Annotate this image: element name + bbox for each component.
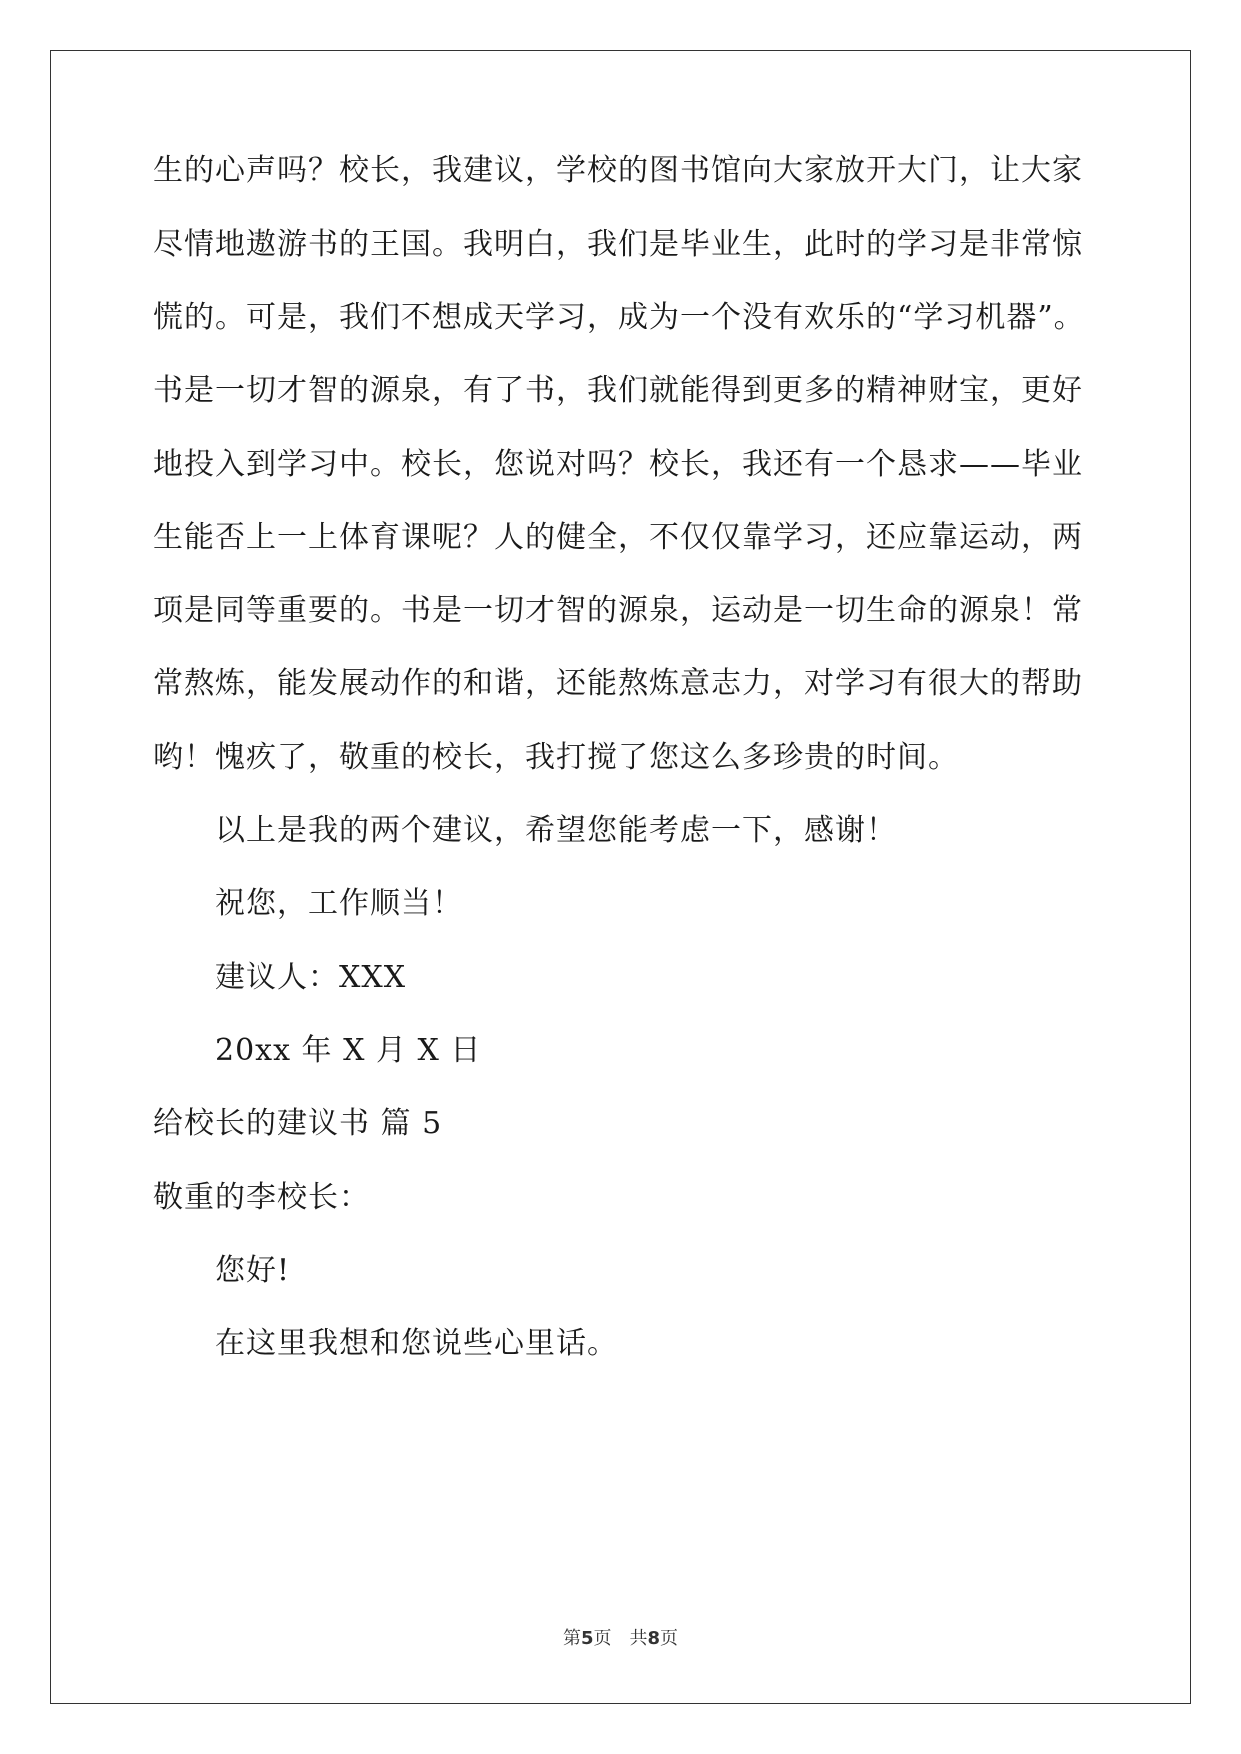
greeting: 您好!: [215, 1253, 291, 1288]
body-line: 慌的。可是，我们不想成天学习，成为一个没有欢乐的“学习机器”。: [153, 300, 1085, 335]
body-line: 生的心声吗？校长，我建议，学校的图书馆向大家放开大门，让大家: [153, 153, 1083, 188]
signer: 建议人：XXX: [215, 960, 407, 995]
section-title: 给校长的建议书 篇 5: [153, 1106, 443, 1141]
closing-summary: 以上是我的两个建议，希望您能考虑一下，感谢！: [215, 813, 897, 848]
body-line: 生能否上一上体育课呢？人的健全，不仅仅靠学习，还应靠运动，两: [153, 520, 1083, 555]
body-line: 哟！愧疚了，敬重的校长，我打搅了您这么多珍贵的时间。: [153, 740, 959, 775]
body-line: 项是同等重要的。书是一切才智的源泉，运动是一切生命的源泉！常: [153, 593, 1083, 628]
total-prefix: 共: [629, 1628, 648, 1649]
total-pages: 8: [647, 1628, 661, 1649]
body-line: 地投入到学习中。校长，您说对吗？校长，我还有一个恳求——毕业: [153, 447, 1083, 482]
salutation: 敬重的李校长：: [153, 1180, 370, 1215]
page-prefix: 第: [562, 1628, 581, 1649]
page-number: 5: [580, 1628, 594, 1649]
section-first-line: 在这里我想和您说些心里话。: [215, 1326, 618, 1361]
body-line: 常熬炼，能发展动作的和谐，还能熬炼意志力，对学习有很大的帮助: [153, 666, 1083, 701]
page-footer: [0, 1627, 1241, 1651]
body-line: 尽情地遨游书的王国。我明白，我们是毕业生，此时的学习是非常惊: [153, 227, 1083, 262]
closing-wish: 祝您，工作顺当！: [215, 886, 463, 921]
page-suffix: 页: [593, 1628, 612, 1649]
letter-date: 20xx 年 X 月 X 日: [215, 1033, 482, 1068]
body-line: 书是一切才智的源泉，有了书，我们就能得到更多的精神财宝，更好: [153, 373, 1083, 408]
total-suffix: 页: [660, 1628, 679, 1649]
